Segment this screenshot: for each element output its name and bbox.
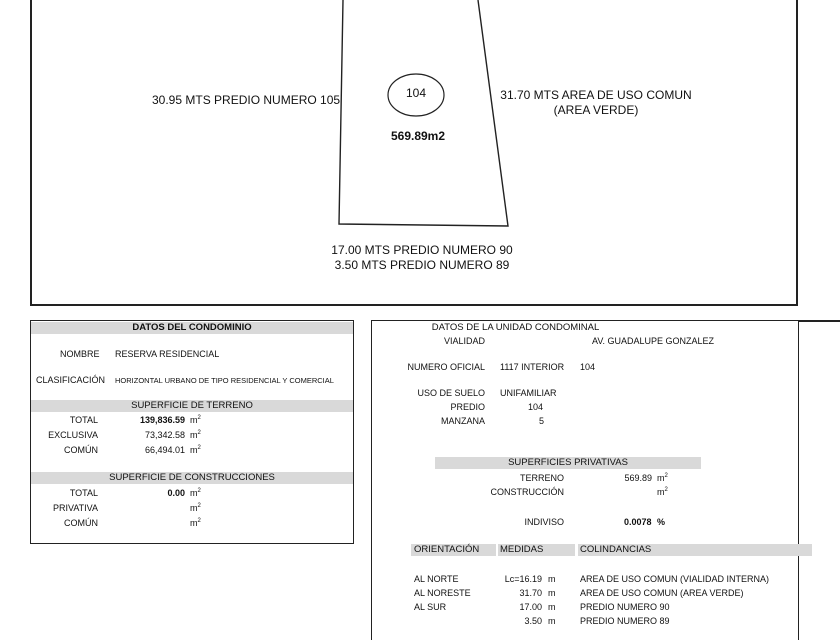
privativa-terreno-label: TERRENO [519, 473, 564, 483]
predio-value: 104 [528, 402, 544, 412]
terreno-row-unit: $m^2$ [190, 415, 201, 425]
indiviso-unit: % [657, 517, 666, 527]
col-colindancias-header: COLINDANCIAS [578, 544, 812, 556]
construcciones-row-label: COMÚN [64, 518, 98, 528]
nombre-label: NOMBRE [60, 349, 100, 359]
construcciones-row-label: TOTAL [69, 488, 98, 498]
vialidad-label: VIALIDAD [443, 336, 485, 346]
numero-oficial-label: NUMERO OFICIAL [407, 362, 485, 372]
lot-number: 104 [405, 86, 427, 100]
unidad-title: DATOS DE LA UNIDAD CONDOMINAL [431, 322, 600, 333]
indiviso-label: INDIVISO [524, 517, 564, 527]
colindancia-medida: 17.00 [519, 602, 542, 612]
terreno-row-unit: $m^2$ [190, 430, 201, 440]
privativa-terreno-unit: $m^2$ [657, 473, 668, 483]
condominio-title: DATOS DEL CONDOMINIO [31, 322, 353, 334]
terreno-row-label: TOTAL [69, 415, 98, 425]
colindancia-description: PREDIO NUMERO 90 [580, 602, 670, 612]
terreno-section-title: SUPERFICIE DE TERRENO [31, 400, 353, 412]
colindancia-unit: m [548, 602, 556, 612]
numero-oficial-value: 1117 INTERIOR [500, 362, 565, 372]
terreno-row-label: EXCLUSIVA [48, 430, 98, 440]
uso-suelo-value: UNIFAMILIAR [500, 388, 557, 398]
terreno-row-value: 139,836.59 [139, 415, 185, 425]
east-boundary-line2: (AREA VERDE) [553, 103, 639, 117]
colindancia-orientacion: AL SUR [414, 602, 447, 612]
lot-area: 569.89m2 [390, 129, 446, 143]
manzana-label: MANZANA [440, 416, 485, 426]
colindancia-orientacion: AL NORTE [414, 574, 459, 584]
manzana-value: 5 [539, 416, 545, 426]
south-boundary-line2: 3.50 MTS PREDIO NUMERO 89 [334, 258, 510, 272]
numero-interior-value: 104 [580, 362, 596, 372]
south-boundary-line1: 17.00 MTS PREDIO NUMERO 90 [331, 243, 513, 257]
col-medidas-header: MEDIDAS [498, 544, 575, 556]
colindancia-medida: 31.70 [519, 588, 542, 598]
privativa-terreno-value: 569.89 [624, 473, 652, 483]
colindancia-description: PREDIO NUMERO 89 [580, 616, 670, 626]
col-orientacion-header: ORIENTACIÓN [411, 544, 496, 556]
east-boundary-line1: 31.70 MTS AREA DE USO COMUN [500, 88, 692, 102]
colindancia-unit: m [548, 574, 556, 584]
uso-suelo-label: USO DE SUELO [417, 388, 485, 398]
colindancia-unit: m [548, 616, 556, 626]
privativa-construccion-label: CONSTRUCCIÓN [490, 487, 564, 497]
colindancia-description: AREA DE USO COMUN (VIALIDAD INTERNA) [580, 574, 770, 584]
construcciones-row-value: 0.00 [167, 488, 185, 498]
predio-label: PREDIO [450, 402, 485, 412]
terreno-row-label: COMÚN [64, 445, 98, 455]
construcciones-row-label: PRIVATIVA [52, 503, 98, 513]
construcciones-row-unit: $m^2$ [190, 518, 201, 528]
colindancia-unit: m [548, 588, 556, 598]
terreno-row-value: 66,494.01 [144, 445, 185, 455]
colindancia-description: AREA DE USO COMUN (AREA VERDE) [580, 588, 744, 598]
privativa-construccion-unit: $m^2$ [657, 487, 668, 497]
construcciones-section-title: SUPERFICIE DE CONSTRUCCIONES [31, 472, 353, 484]
colindancia-orientacion: AL NORESTE [414, 588, 471, 598]
clasificacion-value: HORIZONTAL URBANO DE TIPO RESIDENCIAL Y COMERCIAL [115, 376, 334, 385]
privativas-section-title: SUPERFICIES PRIVATIVAS [435, 457, 701, 469]
terreno-row-unit: $m^2$ [190, 445, 201, 455]
construcciones-row-unit: $m^2$ [190, 503, 201, 513]
vialidad-value: AV. GUADALUPE GONZALEZ [592, 336, 715, 346]
construcciones-row-unit: $m^2$ [190, 488, 201, 498]
colindancia-medida: Lc=16.19 [504, 574, 542, 584]
nombre-value: RESERVA RESIDENCIAL [115, 349, 220, 359]
indiviso-value: 0.0078 [624, 517, 652, 527]
unidad-table-edge [799, 320, 840, 322]
colindancia-medida: 3.50 [524, 616, 542, 626]
terreno-row-value: 73,342.58 [144, 430, 185, 440]
clasificacion-label: CLASIFICACIÓN [36, 375, 106, 385]
west-boundary: 30.95 MTS PREDIO NUMERO 105 [152, 93, 341, 107]
